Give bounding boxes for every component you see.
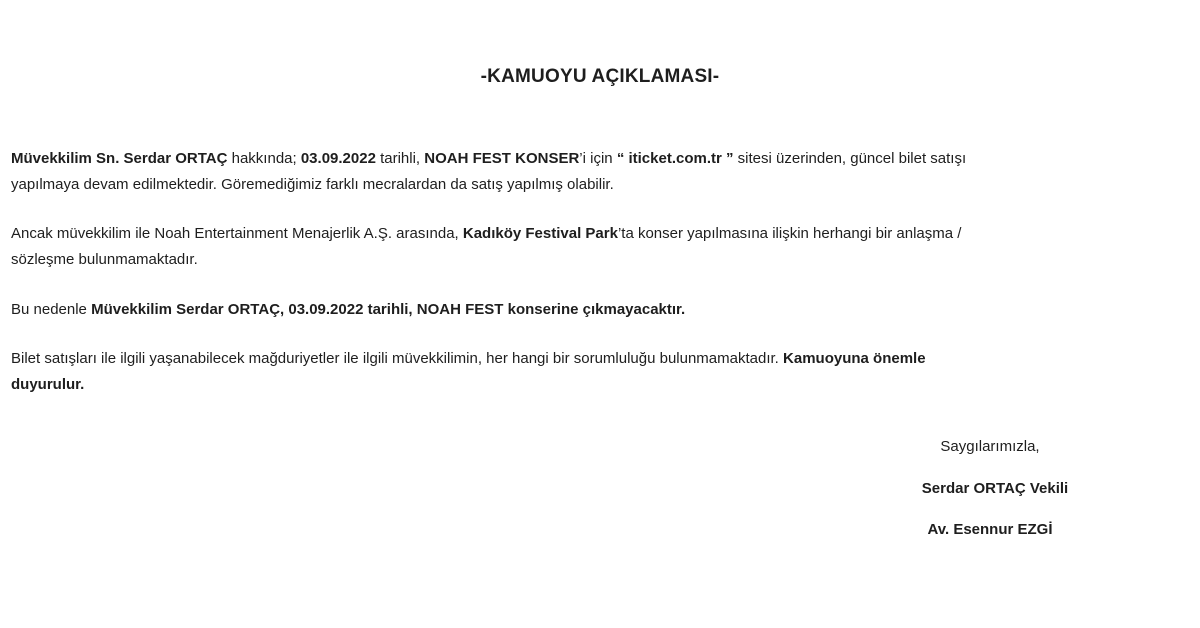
paragraph-ticket-sales <box>11 146 1191 198</box>
document-title: -KAMUOYU AÇIKLAMASI- <box>480 66 720 87</box>
announcement-bold: Müvekkilim Serdar ORTAÇ, 03.09.2022 tarihli, NOAH FEST konserine çıkmayacaktır. <box>91 301 686 318</box>
text-segment: Bilet satışları ile ilgili yaşanabilecek mağduriyetler ile ilgili müvekkilimin, her hangi bir sorumluluğu bulunmamaktadır. <box>11 350 784 367</box>
public-notice-bold-end: duyurulur. <box>11 376 85 393</box>
text-segment: yapılmaya devam edilmektedir. Göremediğimiz farklı mecralardan da satış yapılmış olabilir. <box>11 176 614 193</box>
text-segment: sitesi üzerinden, güncel bilet satışı <box>733 150 967 167</box>
paragraph-liability <box>11 346 1191 398</box>
text-segment: Ancak müvekkilim ile Noah Entertainment Menajerlik A.Ş. arasında, <box>11 225 463 242</box>
text-segment: ’ta konser yapılmasına ilişkin herhangi bir anlaşma / <box>617 225 962 242</box>
signature-name: Av. Esennur EZGİ <box>927 521 1053 538</box>
ticket-site: “ iticket.com.tr ” <box>616 150 734 167</box>
client-name: Müvekkilim Sn. Serdar ORTAÇ <box>11 150 228 167</box>
public-notice-bold: Kamuoyuna önemle <box>783 350 926 367</box>
paragraph-not-performing <box>11 297 1191 323</box>
signature-greeting: Saygılarımızla, <box>940 438 1040 455</box>
text-segment: Bu nedenle <box>11 301 92 318</box>
signature-role: Serdar ORTAÇ Vekili <box>921 480 1069 497</box>
concert-date: 03.09.2022 <box>300 150 376 167</box>
text-segment: ’i için <box>579 150 617 167</box>
text-segment: hakkında; <box>227 150 301 167</box>
venue-name: Kadıköy Festival Park <box>462 225 618 242</box>
text-segment: sözleşme bulunmamaktadır. <box>11 251 198 268</box>
text-segment: tarihli, <box>375 150 425 167</box>
paragraph-no-agreement <box>11 221 1191 273</box>
concert-name: NOAH FEST KONSER <box>424 150 580 167</box>
